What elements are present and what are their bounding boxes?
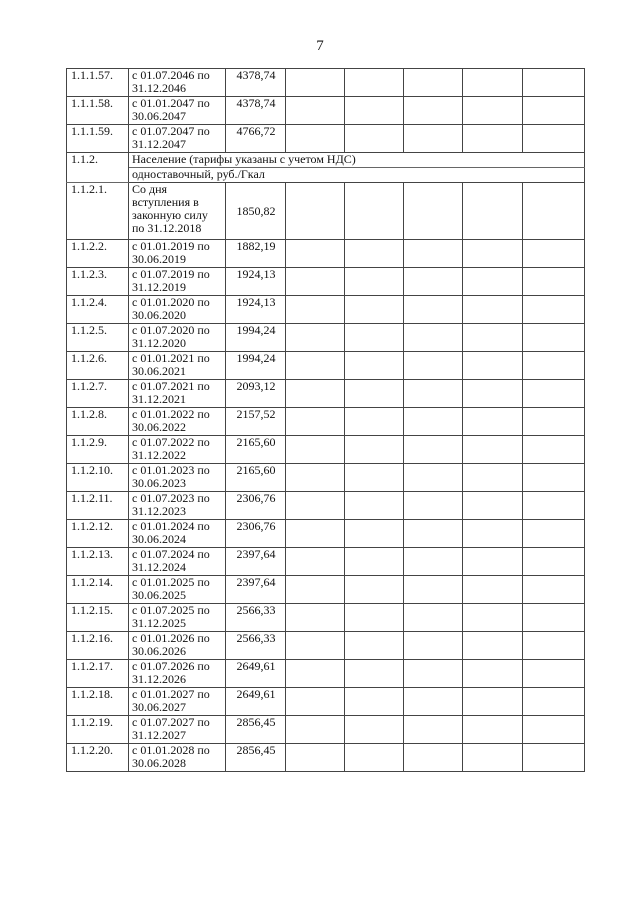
empty-cell [463, 183, 523, 240]
empty-cell [286, 408, 345, 436]
empty-cell [463, 436, 523, 464]
empty-cell [286, 548, 345, 576]
empty-cell [463, 97, 523, 125]
empty-cell [463, 240, 523, 268]
empty-cell [286, 97, 345, 125]
empty-cell [286, 268, 345, 296]
section-number: 1.1.2. [67, 153, 129, 183]
empty-cell [345, 492, 404, 520]
rows-before-section [67, 69, 585, 153]
empty-cell [463, 520, 523, 548]
empty-cell [463, 324, 523, 352]
row-number: 1.1.2.14. [67, 576, 129, 604]
row-number: 1.1.2.8. [67, 408, 129, 436]
empty-cell [345, 125, 404, 153]
empty-cell [286, 240, 345, 268]
row-number: 1.1.2.4. [67, 296, 129, 324]
empty-cell [404, 716, 463, 744]
row-number: 1.1.2.2. [67, 240, 129, 268]
empty-cell [523, 352, 585, 380]
row-number: 1.1.1.58. [67, 97, 129, 125]
row-number: 1.1.2.11. [67, 492, 129, 520]
row-tariff-value: 1850,82 [226, 183, 286, 240]
empty-cell [404, 240, 463, 268]
empty-cell [523, 660, 585, 688]
row-number: 1.1.2.1. [67, 183, 129, 240]
rows-after-section [67, 183, 585, 772]
table-row [67, 492, 585, 520]
empty-cell [404, 352, 463, 380]
row-number: 1.1.2.17. [67, 660, 129, 688]
empty-cell [404, 69, 463, 97]
empty-cell [523, 183, 585, 240]
empty-cell [345, 408, 404, 436]
row-tariff-value: 2566,33 [226, 604, 286, 632]
row-tariff-value: 1924,13 [226, 296, 286, 324]
empty-cell [286, 576, 345, 604]
empty-cell [523, 436, 585, 464]
empty-cell [463, 744, 523, 772]
empty-cell [523, 520, 585, 548]
empty-cell [463, 268, 523, 296]
empty-cell [345, 240, 404, 268]
table-row [67, 97, 585, 125]
empty-cell [404, 548, 463, 576]
row-tariff-value: 2397,64 [226, 548, 286, 576]
section-title: Население (тарифы указаны с учетом НДС) [129, 153, 585, 168]
empty-cell [523, 125, 585, 153]
empty-cell [286, 324, 345, 352]
empty-cell [345, 604, 404, 632]
empty-cell [523, 744, 585, 772]
row-tariff-value: 4378,74 [226, 97, 286, 125]
empty-cell [463, 492, 523, 520]
table-row [67, 240, 585, 268]
row-tariff-value: 1882,19 [226, 240, 286, 268]
empty-cell [404, 492, 463, 520]
row-period: с 01.07.2023 по 31.12.2023 [129, 492, 226, 520]
empty-cell [404, 632, 463, 660]
empty-cell [463, 125, 523, 153]
row-period: с 01.01.2023 по 30.06.2023 [129, 464, 226, 492]
row-period: с 01.07.2046 по 31.12.2046 [129, 69, 226, 97]
row-number: 1.1.2.7. [67, 380, 129, 408]
row-tariff-value: 2093,12 [226, 380, 286, 408]
empty-cell [286, 744, 345, 772]
empty-cell [286, 520, 345, 548]
empty-cell [345, 69, 404, 97]
empty-cell [286, 464, 345, 492]
empty-cell [463, 716, 523, 744]
row-number: 1.1.2.18. [67, 688, 129, 716]
row-period: с 01.07.2026 по 31.12.2026 [129, 660, 226, 688]
empty-cell [523, 688, 585, 716]
row-period: с 01.01.2024 по 30.06.2024 [129, 520, 226, 548]
row-number: 1.1.2.10. [67, 464, 129, 492]
table-row [67, 436, 585, 464]
empty-cell [286, 69, 345, 97]
table-row [67, 296, 585, 324]
row-tariff-value: 2157,52 [226, 408, 286, 436]
table-row [67, 408, 585, 436]
empty-cell [404, 464, 463, 492]
empty-cell [463, 408, 523, 436]
empty-cell [404, 324, 463, 352]
empty-cell [463, 688, 523, 716]
empty-cell [463, 352, 523, 380]
row-tariff-value: 1924,13 [226, 268, 286, 296]
empty-cell [404, 296, 463, 324]
row-tariff-value: 4766,72 [226, 125, 286, 153]
row-tariff-value: 2649,61 [226, 688, 286, 716]
empty-cell [345, 352, 404, 380]
table-row [67, 69, 585, 97]
empty-cell [404, 183, 463, 240]
row-tariff-value: 2306,76 [226, 492, 286, 520]
empty-cell [286, 688, 345, 716]
row-period: с 01.07.2025 по 31.12.2025 [129, 604, 226, 632]
row-tariff-value: 2397,64 [226, 576, 286, 604]
row-tariff-value: 2306,76 [226, 520, 286, 548]
row-tariff-value: 2856,45 [226, 744, 286, 772]
empty-cell [523, 380, 585, 408]
empty-cell [523, 464, 585, 492]
empty-cell [523, 604, 585, 632]
table-row [67, 520, 585, 548]
empty-cell [463, 604, 523, 632]
row-number: 1.1.2.15. [67, 604, 129, 632]
empty-cell [404, 436, 463, 464]
row-tariff-value: 1994,24 [226, 324, 286, 352]
empty-cell [523, 716, 585, 744]
empty-cell [404, 408, 463, 436]
page-number: 7 [316, 38, 324, 54]
section-subtitle: одноставочный, руб./Гкал [129, 168, 585, 183]
table-row [67, 548, 585, 576]
empty-cell [286, 492, 345, 520]
empty-cell [286, 716, 345, 744]
table-row [67, 380, 585, 408]
empty-cell [345, 296, 404, 324]
row-period: с 01.07.2027 по 31.12.2027 [129, 716, 226, 744]
empty-cell [404, 604, 463, 632]
empty-cell [463, 296, 523, 324]
empty-cell [463, 69, 523, 97]
row-number: 1.1.2.9. [67, 436, 129, 464]
empty-cell [286, 660, 345, 688]
row-number: 1.1.1.59. [67, 125, 129, 153]
empty-cell [345, 520, 404, 548]
row-number: 1.1.2.20. [67, 744, 129, 772]
row-period: с 01.01.2025 по 30.06.2025 [129, 576, 226, 604]
row-number: 1.1.2.6. [67, 352, 129, 380]
empty-cell [523, 632, 585, 660]
empty-cell [286, 380, 345, 408]
empty-cell [345, 183, 404, 240]
empty-cell [404, 125, 463, 153]
empty-cell [463, 464, 523, 492]
tariff-table [66, 68, 585, 772]
row-period: с 01.07.2047 по 31.12.2047 [129, 125, 226, 153]
empty-cell [345, 324, 404, 352]
table-row [67, 660, 585, 688]
empty-cell [345, 576, 404, 604]
row-period: Со дня вступления в законную силу по 31.12.2018 [129, 183, 226, 240]
table-row [67, 268, 585, 296]
row-number: 1.1.1.57. [67, 69, 129, 97]
empty-cell [345, 632, 404, 660]
table-row [67, 464, 585, 492]
empty-cell [345, 464, 404, 492]
row-tariff-value: 2165,60 [226, 464, 286, 492]
empty-cell [286, 436, 345, 464]
empty-cell [286, 352, 345, 380]
empty-cell [286, 296, 345, 324]
table-row [67, 576, 585, 604]
empty-cell [345, 380, 404, 408]
empty-cell [404, 688, 463, 716]
row-period: с 01.01.2021 по 30.06.2021 [129, 352, 226, 380]
row-number: 1.1.2.13. [67, 548, 129, 576]
row-tariff-value: 4378,74 [226, 69, 286, 97]
row-number: 1.1.2.19. [67, 716, 129, 744]
row-tariff-value: 2566,33 [226, 632, 286, 660]
empty-cell [463, 576, 523, 604]
row-period: с 01.01.2027 по 30.06.2027 [129, 688, 226, 716]
row-period: с 01.07.2019 по 31.12.2019 [129, 268, 226, 296]
empty-cell [463, 632, 523, 660]
empty-cell [523, 296, 585, 324]
empty-cell [404, 97, 463, 125]
empty-cell [523, 268, 585, 296]
empty-cell [523, 408, 585, 436]
row-number: 1.1.2.12. [67, 520, 129, 548]
empty-cell [286, 125, 345, 153]
empty-cell [286, 632, 345, 660]
empty-cell [404, 576, 463, 604]
row-tariff-value: 2856,45 [226, 716, 286, 744]
row-period: с 01.01.2028 по 30.06.2028 [129, 744, 226, 772]
row-period: с 01.01.2019 по 30.06.2019 [129, 240, 226, 268]
empty-cell [345, 716, 404, 744]
empty-cell [345, 660, 404, 688]
empty-cell [523, 548, 585, 576]
empty-cell [404, 744, 463, 772]
empty-cell [345, 97, 404, 125]
table-row [67, 324, 585, 352]
table-row [67, 604, 585, 632]
row-period: с 01.07.2021 по 31.12.2021 [129, 380, 226, 408]
empty-cell [345, 548, 404, 576]
row-number: 1.1.2.3. [67, 268, 129, 296]
row-period: с 01.07.2022 по 31.12.2022 [129, 436, 226, 464]
table-row [67, 352, 585, 380]
empty-cell [523, 324, 585, 352]
row-period: с 01.01.2047 по 30.06.2047 [129, 97, 226, 125]
empty-cell [404, 380, 463, 408]
table-row [67, 716, 585, 744]
empty-cell [523, 492, 585, 520]
empty-cell [345, 436, 404, 464]
empty-cell [404, 660, 463, 688]
table-row [67, 744, 585, 772]
empty-cell [404, 520, 463, 548]
row-tariff-value: 2649,61 [226, 660, 286, 688]
row-period: с 01.07.2020 по 31.12.2020 [129, 324, 226, 352]
row-period: с 01.01.2022 по 30.06.2022 [129, 408, 226, 436]
table-row [67, 688, 585, 716]
row-period: с 01.07.2024 по 31.12.2024 [129, 548, 226, 576]
empty-cell [345, 268, 404, 296]
empty-cell [345, 688, 404, 716]
empty-cell [523, 97, 585, 125]
table-row [67, 632, 585, 660]
section-header [67, 153, 585, 183]
row-period: с 01.01.2026 по 30.06.2026 [129, 632, 226, 660]
table-row [67, 125, 585, 153]
table-row [67, 183, 585, 240]
row-period: с 01.01.2020 по 30.06.2020 [129, 296, 226, 324]
empty-cell [523, 240, 585, 268]
empty-cell [463, 380, 523, 408]
empty-cell [404, 268, 463, 296]
empty-cell [523, 576, 585, 604]
empty-cell [286, 183, 345, 240]
empty-cell [345, 744, 404, 772]
empty-cell [463, 548, 523, 576]
row-tariff-value: 1994,24 [226, 352, 286, 380]
empty-cell [523, 69, 585, 97]
row-tariff-value: 2165,60 [226, 436, 286, 464]
row-number: 1.1.2.16. [67, 632, 129, 660]
empty-cell [463, 660, 523, 688]
row-number: 1.1.2.5. [67, 324, 129, 352]
empty-cell [286, 604, 345, 632]
